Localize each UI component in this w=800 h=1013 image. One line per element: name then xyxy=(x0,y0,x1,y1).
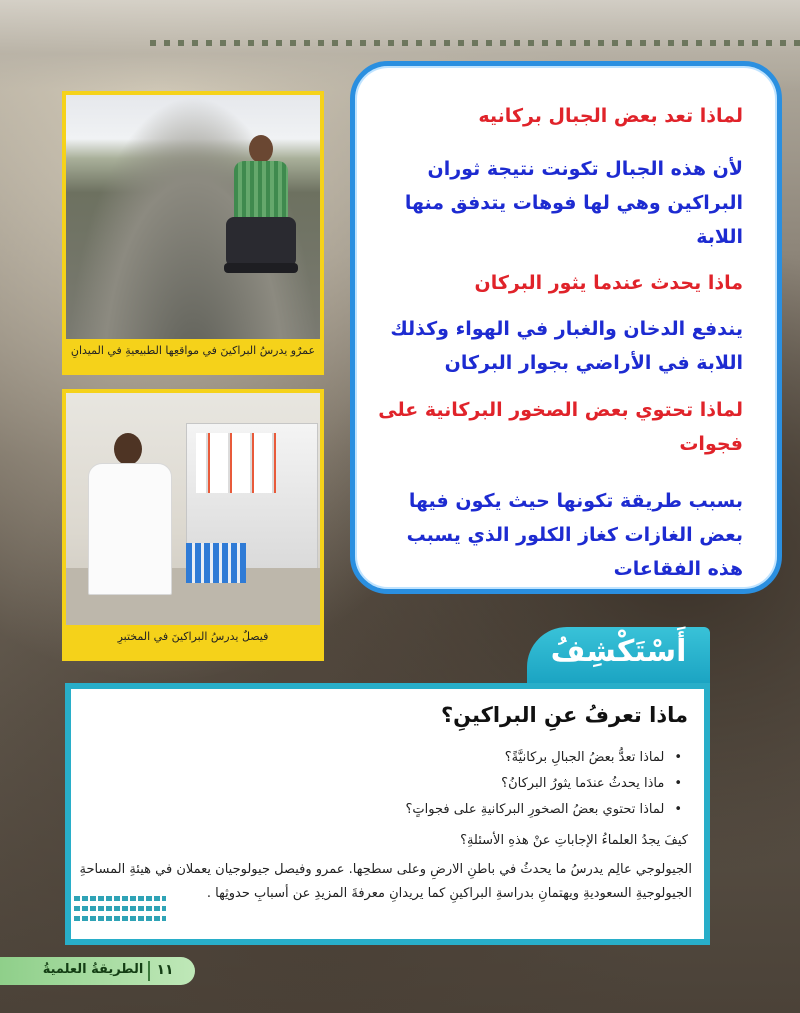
background-vegetation xyxy=(150,40,800,46)
explore-tab-title: أَسْتَكْشِفُ xyxy=(550,634,687,669)
person-feet xyxy=(224,263,298,273)
answer-3: بسبب طريقة تكونها حيث يكون فيها بعض الغازات كغاز الكلور الذي يسبب هذه الفقاعات xyxy=(406,490,743,580)
question-1: لماذا تعد بعض الجبال بركانيه xyxy=(478,105,743,127)
field-photo-caption: عمرٌو يدرسُ البراكينَ في مواقعِها الطبيعيةِ في الميدانِ xyxy=(70,344,316,357)
explore-question-list xyxy=(122,745,682,823)
person-head xyxy=(249,135,273,163)
answer-2: يندفع الدخان والغبار في الهواء وكذلك اللابة في الأراضي بجوار البركان xyxy=(390,318,743,374)
person-legs xyxy=(226,217,296,267)
geologist-faisal-figure xyxy=(84,433,174,593)
field-photo-image xyxy=(66,95,320,339)
lab-photo xyxy=(62,389,324,661)
qa-panel xyxy=(350,61,782,594)
chapter-title: الطريقةُ العلميةُ xyxy=(42,962,144,977)
lab-coat xyxy=(88,463,172,595)
answer-1: لأن هذه الجبال تكونت نتيجة ثوران البراكين وهي لها فوهات يتدفق منها اللابة xyxy=(404,158,743,248)
lab-bottles xyxy=(196,433,276,493)
person-head xyxy=(114,433,142,465)
how-question: كيفَ يجدُ العلماءُ الإجاباتِ عنْ هذهِ الأسئلةِ؟ xyxy=(460,833,688,848)
page-number: ١١ xyxy=(156,962,174,978)
test-tube-rack xyxy=(186,543,246,583)
person-shirt xyxy=(234,161,288,221)
ministry-logo-icon xyxy=(74,880,166,926)
field-photo xyxy=(62,91,324,375)
lab-photo-image xyxy=(66,393,320,625)
list-item: • لماذا تعدُّ بعضُ الجبالِ بركانيَّةً؟ xyxy=(122,745,682,771)
explore-heading: ماذا تعرفُ عنِ البراكينِ؟ xyxy=(440,703,688,727)
question-3: لماذا تحتوي بعض الصخور البركانية على فجوات xyxy=(378,399,743,455)
list-item: • ماذا يحدثُ عندَما يثورُ البركانُ؟ xyxy=(122,771,682,797)
question-2: ماذا يحدث عندما يثور البركان xyxy=(474,272,743,294)
list-item: • لماذا تحتوي بعضُ الصخورِ البركانيةِ على فجواتٍ؟ xyxy=(122,797,682,823)
geologist-amr-figure xyxy=(226,135,296,295)
lab-photo-caption: فيصلٌ يدرسُ البراكينَ في المختبرِ xyxy=(117,630,269,643)
explore-body-text: الجيولوجي عالِم يدرسُ ما يحدثُ في باطنِ الارضِ وعلى سطحِها. عمرو وفيصل جيولوجيان يعملان في هيئةِ المساحةِ الجيولوجيةِ السعوديةِ ويهتمانِ بدراسةِ البراكينِ كما يريدانِ معرفةَ المزيدِ عن أسبابِ حدوثِها . xyxy=(79,862,692,901)
